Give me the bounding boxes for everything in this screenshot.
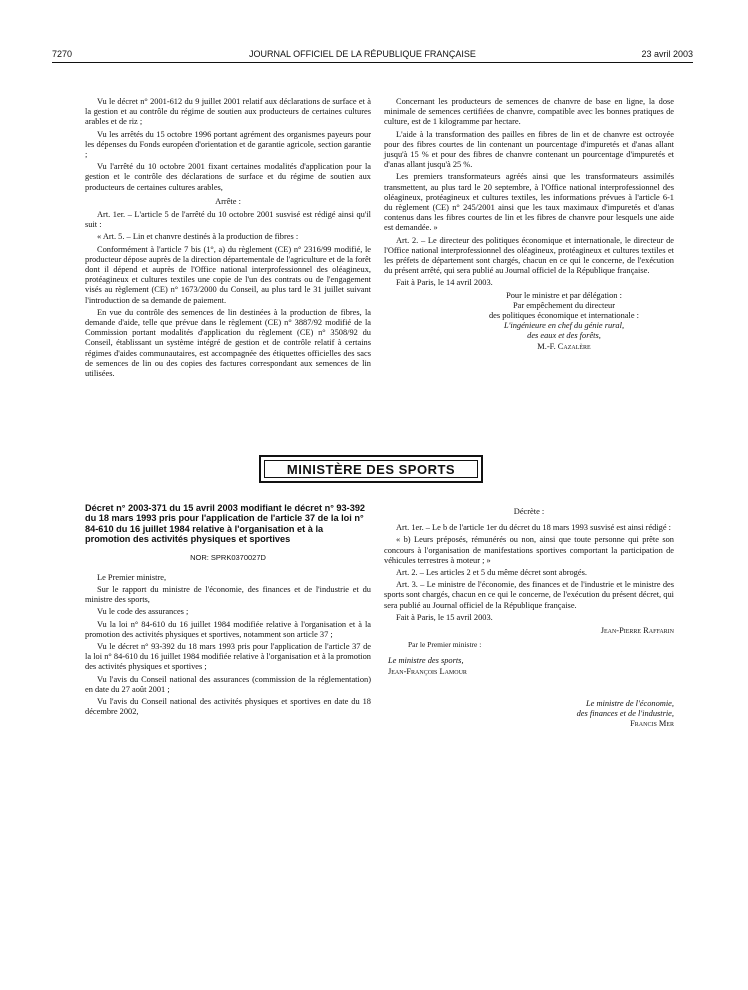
minister-name: Francis Mer: [630, 719, 674, 729]
section-box: [259, 455, 483, 483]
journal-title: JOURNAL OFFICIEL DE LA RÉPUBLIQUE FRANÇAISE: [249, 49, 476, 59]
signer-name: M.-F. Cazalère: [537, 341, 591, 351]
eco-signature: [384, 699, 674, 730]
minister-title: Le ministre de l'économie,: [585, 698, 674, 708]
paragraph: « b) Leurs préposés, rémunérés ou non, ainsi que toute personne qui prête son concours à l'organisation de manifestations sportives comportant la participation de véhicules terrestres à moteur ; »: [384, 535, 674, 565]
section-title: MINISTÈRE DES SPORTS: [264, 460, 478, 478]
paragraph: Les premiers transformateurs agréés ainsi que les transformateurs assimilés transmettent, au plus tard le 20 septembre, à l'Office national interprofessionnel des oléagineux, protéagineux et cultures textiles, les informations prévues à l'article 6-1 du règlement (CE) n° 245/2001 ainsi que les taux maximaux d'impuretés et d'anas contenus dans les fibres courtes de lin et les fibres de chanvre pour lesquels une aide est demandée. »: [384, 172, 674, 233]
nor-reference: NOR: SPRK0370027D: [190, 552, 266, 562]
signature-block: [454, 291, 674, 352]
paragraph: Vu l'avis du Conseil national des activités physiques et sportives en date du 18 décembre 2002,: [85, 697, 371, 717]
paragraph: En vue du contrôle des semences de lin destinées à la production de fibres, la demande d'aide, telle que prévue dans le règlement (CE) n° 3887/92 modifié de la Commission portant modalités d'application du règlement (CE) n° 3508/92 du Conseil, établissant un système intégré de gestion et de contrôle relatif à certains régimes d'aides communautaires, est accompagnée des étiquettes officielles des sacs de semences de lin ou des copies des factures correspondant aux semences de lin utilisées.: [85, 307, 371, 379]
paragraph: Vu l'arrêté du 10 octobre 2001 fixant certaines modalités d'application pour la gestion et le contrôle des déclarations de surface et du régime de soutien aux producteurs de certaines cultures arables,: [85, 162, 371, 192]
article-1: Art. 1er. – L'article 5 de l'arrêté du 10 octobre 2001 susvisé est rédigé ainsi qu'il suit :: [85, 210, 371, 230]
paragraph: Vu la loi n° 84-610 du 16 juillet 1984 modifiée relative à l'organisation et à la promotion des activités physiques et sportives, notamment son article 37 ;: [85, 619, 371, 639]
paragraph: Vu les arrêtés du 15 octobre 1996 portant agrément des organismes payeurs pour les dépenses du Fonds européen d'orientation et de garantie agricole, section garantie ;: [85, 129, 371, 160]
article-3: Art. 3. – Le ministre de l'économie, des finances et de l'industrie et le ministre des sports sont chargés, chacun en ce qui le concerne, de l'exécution du présent décret, qui sera publié au Journal officiel de la République française.: [384, 580, 674, 610]
page-number: 7270: [52, 49, 73, 59]
paragraph: Conformément à l'article 7 bis (1°, a) du règlement (CE) n° 2316/99 modifié, le producteur dépose auprès de la direction départementale de l'agriculture et de la forêt dont il dépend et auprès de l'Office national interprofessionnel des oléagineux, protéagineux et cultures textiles une copie de l'un des contrats ou de l'engagement visés au règlement (CE) n° 1673/2000 du Conseil, au plus tard le 31 juillet suivant l'introduction de sa demande de paiement.: [85, 244, 371, 305]
by-pm-line: Par le Premier ministre :: [408, 640, 482, 650]
signature-line: Pour le ministre et par délégation :: [506, 290, 622, 300]
signature-line: Par empêchement du directeur: [512, 300, 616, 310]
paragraph: Vu l'avis du Conseil national des assurances (commission de la réglementation) en date du 27 août 2001 ;: [85, 674, 371, 694]
paragraph: Vu le code des assurances ;: [97, 607, 189, 617]
header-rule: [52, 62, 693, 63]
paragraph: « Art. 5. – Lin et chanvre destinés à la production de fibres :: [97, 232, 299, 242]
top-right-column: [384, 97, 674, 352]
page-header: [52, 49, 693, 63]
paragraph: Sur le rapport du ministre de l'économie, des finances et de l'industrie et du ministre des sports,: [85, 585, 371, 605]
done-at: Fait à Paris, le 14 avril 2003.: [396, 278, 493, 288]
signature-line: des politiques économique et internationale :: [488, 311, 639, 321]
article-1: Art. 1er. – Le b de l'article 1er du décret du 18 mars 1993 susvisé est ainsi rédigé :: [396, 523, 672, 533]
article-2: Art. 2. – Le directeur des politiques économique et internationale, le directeur de l'Office national interprofessionnel des oléagineux, protéagineux et cultures textiles et les préfets de département sont chargés, chacun en ce qui le concerne, de l'exécution du présent arrêté, qui sera publié au Journal officiel de la République française.: [384, 235, 674, 276]
paragraph: L'aide à la transformation des pailles en fibres de lin et de chanvre est octroyée pour des fibres courtes de lin contenant un pourcentage d'impuretés et d'anas allant jusqu'à 15 % et pour des fibres de chanvre contenant un pourcentage d'impuretés et d'anas allant jusqu'à 25 %.: [384, 129, 674, 170]
paragraph: Vu le décret n° 2001-612 du 9 juillet 2001 relatif aux déclarations de surface et à la gestion et au contrôle du régime de soutien aux producteurs de certaines cultures arables et de riz ;: [85, 97, 371, 127]
minister-title: des finances et de l'industrie,: [576, 709, 674, 719]
arrete-heading: Arrête :: [215, 196, 241, 206]
decrete-heading: Décrète :: [513, 507, 545, 516]
issue-date: 23 avril 2003: [641, 49, 693, 59]
paragraph: Le Premier ministre,: [97, 572, 167, 582]
done-at: Fait à Paris, le 15 avril 2003.: [396, 612, 493, 622]
signer-name: Jean-Pierre Raffarin: [600, 626, 674, 636]
decree-title: Décret n° 2003-371 du 15 avril 2003 modifiant le décret n° 93-392 du 18 mars 1993 pris pour l'application de l'article 37 de la loi n° 84-610 du 16 juillet 1984 relative à l'organisation et à la promotion des activités physiques et sportives: [85, 503, 366, 545]
signature-line: L'ingénieure en chef du génie rural,: [503, 321, 625, 331]
bottom-right-column: [384, 507, 674, 729]
top-left-column: [85, 97, 371, 381]
article-2: Art. 2. – Les articles 2 et 5 du même décret sont abrogés.: [396, 568, 587, 578]
paragraph: Vu le décret n° 93-392 du 18 mars 1993 pris pour l'application de l'article 37 de la loi n° 84-610 du 16 juillet 1984 modifiée relative à l'organisation et à la promotion des activités physiques et sportives ;: [85, 642, 371, 672]
bottom-left-column: [85, 503, 371, 719]
minister-name: Jean-François Lamour: [388, 666, 467, 676]
paragraph: Concernant les producteurs de semences de chanvre de base en ligne, la dose minimale de semences certifiées de chanvre, compatible avec les bonnes pratiques de culture, est de 1 kilogramme par hectare.: [384, 97, 674, 127]
signature-line: des eaux et des forêts,: [527, 331, 601, 341]
minister-title: Le ministre des sports,: [388, 656, 464, 666]
